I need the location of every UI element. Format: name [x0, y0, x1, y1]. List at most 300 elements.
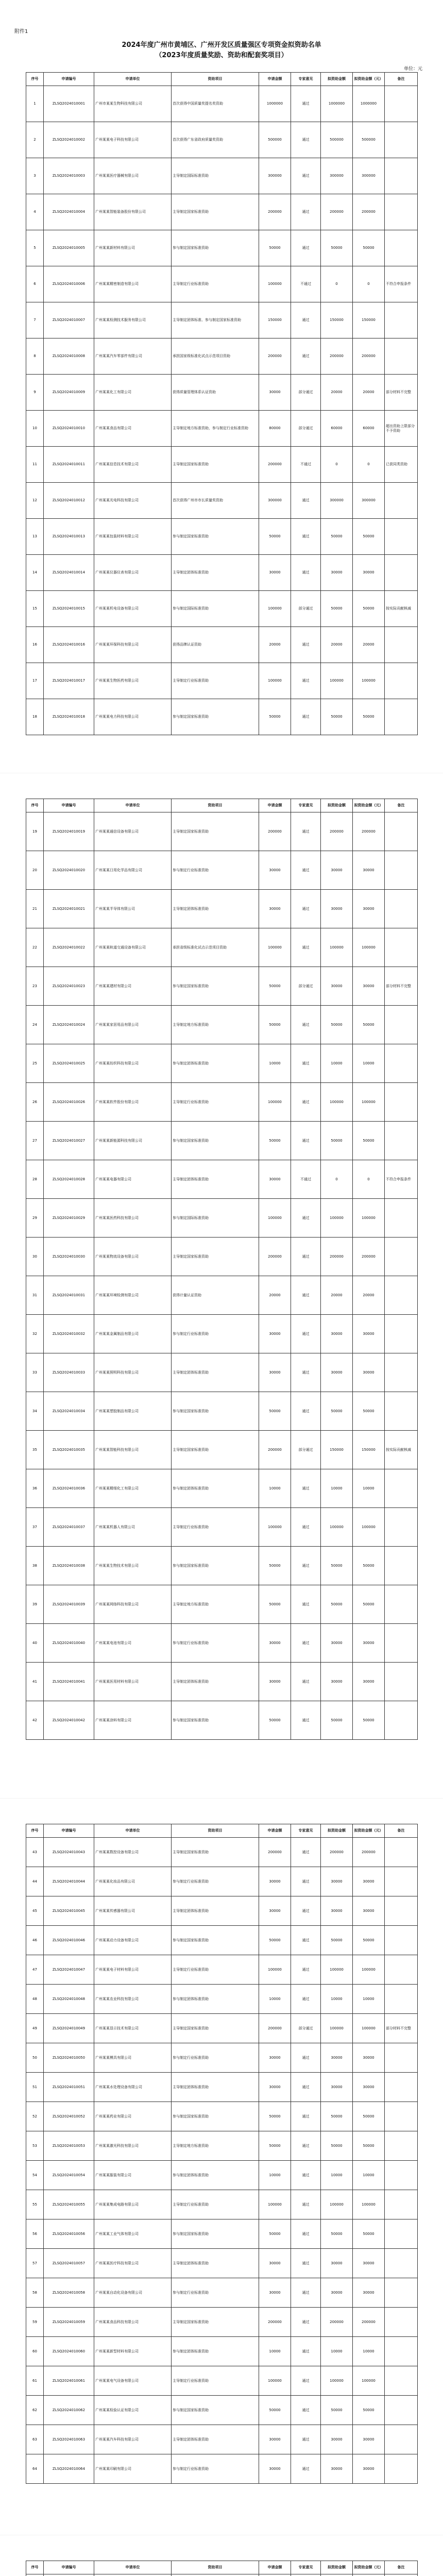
cell-remark	[385, 627, 418, 663]
cell-app-id: ZLSQ2024010036	[44, 1469, 94, 1508]
cell-opinion: 通过	[291, 627, 321, 663]
cell-amount: 50000	[259, 1122, 291, 1160]
cell-remark	[385, 1392, 418, 1431]
cell-opinion: 不通过	[291, 266, 321, 302]
cell-approved-yuan: 30000	[353, 2278, 385, 2308]
cell-remark	[385, 1122, 418, 1160]
cell-project: 主导制定行业标准资助	[172, 266, 259, 302]
cell-approved-yuan: 50000	[353, 2396, 385, 2425]
table-row	[26, 1985, 418, 2014]
cell-amount: 200000	[259, 447, 291, 483]
cell-approved: 10000	[321, 1044, 353, 1083]
cell-approved: 200000	[321, 812, 353, 851]
cell-app-id: ZLSQ2024010010	[44, 411, 94, 447]
col-header: 拟资助金额	[321, 1824, 353, 1838]
cell-index: 14	[26, 555, 44, 591]
cell-remark	[385, 230, 418, 266]
cell-project: 参与制定国家标准资助	[172, 699, 259, 735]
cell-project: 主导制定行业标准资助	[172, 2366, 259, 2396]
cell-company: 广州某某家居用品有限公司	[94, 1006, 172, 1044]
cell-approved-yuan: 30000	[353, 555, 385, 591]
cell-opinion: 通过	[291, 1926, 321, 1955]
cell-index: 15	[26, 591, 44, 627]
cell-app-id: ZLSQ2024010003	[44, 158, 94, 194]
table-row	[26, 1160, 418, 1199]
cell-company: 广州某某化工有限公司	[94, 375, 172, 411]
cell-project: 参与制定国家标准资助	[172, 2396, 259, 2425]
cell-remark	[385, 2278, 418, 2308]
table-row	[26, 1122, 418, 1160]
cell-opinion: 通过	[291, 2043, 321, 2073]
cell-amount: 30000	[259, 1624, 291, 1663]
cell-project: 主导制定行业标准资助	[172, 1955, 259, 1985]
cell-index: 42	[26, 1701, 44, 1740]
cell-opinion: 通过	[291, 851, 321, 890]
cell-approved: 500000	[321, 122, 353, 158]
cell-amount: 300000	[259, 158, 291, 194]
cell-amount: 50000	[259, 1547, 291, 1585]
cell-approved-yuan	[353, 2574, 385, 2576]
cell-remark: 部分材料不完整	[385, 375, 418, 411]
cell-project: 主导制定行业标准资助	[172, 2190, 259, 2219]
table-row	[26, 663, 418, 699]
cell-amount: 30000	[259, 2043, 291, 2073]
cell-approved-yuan: 10000	[353, 1469, 385, 1508]
table-row	[26, 1199, 418, 1238]
cell-company: 广州某某机器人有限公司	[94, 1508, 172, 1547]
cell-index: 13	[26, 519, 44, 555]
cell-amount: 10000	[259, 2161, 291, 2190]
table-row	[26, 2190, 418, 2219]
cell-amount: 50000	[259, 2396, 291, 2425]
cell-project: 参与制定国家标准资助	[172, 2219, 259, 2249]
cell-remark	[385, 1508, 418, 1547]
cell-project: 获得质量管理体系认证资助	[172, 375, 259, 411]
cell-amount: 100000	[259, 663, 291, 699]
cell-amount: 200000	[259, 338, 291, 375]
table-page-3	[26, 1824, 418, 2484]
cell-approved: 100000	[321, 928, 353, 967]
cell-project: 主导制定团体标准资助	[172, 1896, 259, 1926]
cell-index: 41	[26, 1663, 44, 1701]
table-row	[26, 2308, 418, 2337]
cell-remark	[385, 1701, 418, 1740]
annex-label: 附件1	[14, 29, 28, 35]
cell-company: 广州某某传感器有限公司	[94, 1896, 172, 1926]
cell-opinion: 通过	[291, 928, 321, 967]
cell-company: 广州某某半导体有限公司	[94, 890, 172, 928]
cell-approved: 50000	[321, 519, 353, 555]
cell-approved-yuan: 100000	[353, 928, 385, 967]
cell-approved: 100000	[321, 2366, 353, 2396]
table-row	[26, 928, 418, 967]
cell-index: 60	[26, 2337, 44, 2366]
cell-company: 广州某某物流设备有限公司	[94, 1238, 172, 1276]
table-row	[26, 1896, 418, 1926]
page-4	[0, 2540, 443, 2576]
cell-app-id: ZLSQ2024010053	[44, 2131, 94, 2161]
cell-remark: 已获同类资助	[385, 447, 418, 483]
cell-opinion: 通过	[291, 555, 321, 591]
cell-index: 39	[26, 1585, 44, 1624]
cell-project	[172, 2574, 259, 2576]
cell-remark	[385, 2308, 418, 2337]
cell-approved: 30000	[321, 967, 353, 1006]
cell-project: 参与制定行业标准资助	[172, 1624, 259, 1663]
cell-approved: 200000	[321, 1238, 353, 1276]
cell-remark	[385, 1238, 418, 1276]
cell-index: 25	[26, 1044, 44, 1083]
cell-remark	[385, 1926, 418, 1955]
cell-remark	[385, 2337, 418, 2366]
cell-index: 4	[26, 194, 44, 230]
col-header: 专家意见	[291, 799, 321, 812]
cell-approved-yuan: 1000000	[353, 86, 385, 122]
cell-company: 广州某某生物技术有限公司	[94, 1547, 172, 1585]
table-row	[26, 1547, 418, 1585]
cell-app-id: ZLSQ2024010063	[44, 2425, 94, 2454]
cell-app-id: ZLSQ2024010035	[44, 1431, 94, 1469]
cell-approved-yuan: 100000	[353, 663, 385, 699]
cell-index: 12	[26, 483, 44, 519]
cell-app-id: ZLSQ2024010047	[44, 1955, 94, 1985]
cell-project: 参与制定国家标准资助	[172, 967, 259, 1006]
cell-opinion: 通过	[291, 2366, 321, 2396]
cell-index: 10	[26, 411, 44, 447]
cell-app-id: ZLSQ2024010018	[44, 699, 94, 735]
cell-approved: 100000	[321, 1955, 353, 1985]
cell-project: 参与制定国家标准资助	[172, 1701, 259, 1740]
cell-approved-yuan: 300000	[353, 158, 385, 194]
cell-approved: 20000	[321, 1276, 353, 1315]
table-row	[26, 967, 418, 1006]
cell-app-id: ZLSQ2024010028	[44, 1160, 94, 1199]
cell-company: 广州某某印刷有限公司	[94, 2454, 172, 2484]
cell-remark	[385, 1663, 418, 1701]
cell-amount: 500000	[259, 122, 291, 158]
cell-app-id: ZLSQ2024010002	[44, 122, 94, 158]
cell-index: 26	[26, 1083, 44, 1122]
table-row	[26, 2337, 418, 2366]
table-row	[26, 812, 418, 851]
table-row	[26, 1926, 418, 1955]
cell-opinion: 通过	[291, 2454, 321, 2484]
cell-index: 53	[26, 2131, 44, 2161]
cell-amount: 30000	[259, 890, 291, 928]
cell-app-id: ZLSQ2024010064	[44, 2454, 94, 2484]
cell-approved-yuan: 20000	[353, 375, 385, 411]
cell-approved: 100000	[321, 1083, 353, 1122]
cell-index: 7	[26, 302, 44, 338]
cell-company: 广州某某新材料有限公司	[94, 230, 172, 266]
cell-approved: 30000	[321, 1624, 353, 1663]
cell-amount: 10000	[259, 1044, 291, 1083]
cell-app-id: ZLSQ2024010022	[44, 928, 94, 967]
cell-approved: 30000	[321, 851, 353, 890]
cell-app-id: ZLSQ2024010033	[44, 1353, 94, 1392]
cell-project: 参与制定国际标准资助	[172, 1199, 259, 1238]
cell-opinion: 部分通过	[291, 591, 321, 627]
cell-app-id: ZLSQ2024010054	[44, 2161, 94, 2190]
cell-app-id: ZLSQ2024010017	[44, 663, 94, 699]
cell-index: 33	[26, 1353, 44, 1392]
cell-opinion: 部分通过	[291, 375, 321, 411]
table-row	[26, 591, 418, 627]
cell-index: 24	[26, 1006, 44, 1044]
cell-app-id: ZLSQ2024010023	[44, 967, 94, 1006]
cell-opinion: 通过	[291, 483, 321, 519]
cell-remark	[385, 2073, 418, 2102]
cell-project: 主导制定国家标准资助	[172, 1838, 259, 1867]
cell-remark	[385, 851, 418, 890]
cell-opinion: 通过	[291, 1701, 321, 1740]
cell-company: 广州某某新型材料有限公司	[94, 2337, 172, 2366]
table-row	[26, 266, 418, 302]
cell-app-id: ZLSQ2024010020	[44, 851, 94, 890]
cell-approved: 50000	[321, 1392, 353, 1431]
cell-approved-yuan: 100000	[353, 1955, 385, 1985]
cell-project: 主导制定团体标准资助	[172, 1160, 259, 1199]
cell-approved: 30000	[321, 2425, 353, 2454]
cell-app-id: ZLSQ2024010001	[44, 86, 94, 122]
cell-index: 56	[26, 2219, 44, 2249]
cell-approved-yuan: 50000	[353, 699, 385, 735]
cell-opinion: 通过	[291, 1122, 321, 1160]
cell-remark	[385, 2454, 418, 2484]
cell-approved-yuan: 50000	[353, 1006, 385, 1044]
cell-project: 主导制定国家标准资助	[172, 447, 259, 483]
cell-opinion: 通过	[291, 338, 321, 375]
cell-opinion: 不通过	[291, 1160, 321, 1199]
table-row	[26, 1701, 418, 1740]
cell-remark	[385, 2102, 418, 2131]
cell-remark: 不符合申报条件	[385, 1160, 418, 1199]
table-row	[26, 555, 418, 591]
cell-amount: 50000	[259, 1926, 291, 1955]
cell-app-id: ZLSQ2024010051	[44, 2073, 94, 2102]
table-row	[26, 375, 418, 411]
cell-opinion: 通过	[291, 1624, 321, 1663]
cell-approved-yuan: 200000	[353, 338, 385, 375]
cell-remark	[385, 1955, 418, 1985]
table-row	[26, 890, 418, 928]
table-row	[26, 851, 418, 890]
cell-project: 主导制定国家标准资助	[172, 1238, 259, 1276]
cell-index: 62	[26, 2396, 44, 2425]
cell-opinion: 通过	[291, 1838, 321, 1867]
table-body	[26, 812, 418, 1740]
cell-index: 16	[26, 627, 44, 663]
cell-amount: 20000	[259, 1276, 291, 1315]
cell-remark	[385, 483, 418, 519]
cell-opinion: 通过	[291, 663, 321, 699]
cell-company: 广州某某医疗科技有限公司	[94, 2249, 172, 2278]
cell-opinion: 通过	[291, 1508, 321, 1547]
cell-company: 广州某某环境检测有限公司	[94, 1276, 172, 1315]
cell-remark	[385, 1044, 418, 1083]
cell-remark	[385, 519, 418, 555]
cell-company: 广州某某信息技术有限公司	[94, 447, 172, 483]
cell-project: 主导制定行业标准资助	[172, 663, 259, 699]
cell-amount: 10000	[259, 1985, 291, 2014]
cell-index: 22	[26, 928, 44, 967]
cell-opinion: 通过	[291, 1867, 321, 1896]
cell-amount: 30000	[259, 2073, 291, 2102]
cell-app-id: ZLSQ2024010049	[44, 2014, 94, 2043]
cell-approved-yuan: 10000	[353, 2161, 385, 2190]
cell-opinion: 通过	[291, 1199, 321, 1238]
cell-amount: 30000	[259, 2249, 291, 2278]
cell-company: 广州某某塑胶制品有限公司	[94, 1392, 172, 1431]
cell-opinion	[291, 2574, 321, 2576]
cell-amount: 100000	[259, 2190, 291, 2219]
table-row	[26, 519, 418, 555]
cell-approved-yuan: 30000	[353, 1353, 385, 1392]
cell-project: 参与制定国家标准资助	[172, 1392, 259, 1431]
cell-opinion: 通过	[291, 2219, 321, 2249]
cell-approved: 0	[321, 447, 353, 483]
cell-app-id: ZLSQ2024010043	[44, 1838, 94, 1867]
cell-project: 参与制定行业标准资助	[172, 1867, 259, 1896]
cell-approved-yuan: 150000	[353, 1431, 385, 1469]
cell-opinion: 通过	[291, 1585, 321, 1624]
cell-approved: 50000	[321, 1122, 353, 1160]
header-row	[26, 799, 418, 812]
cell-approved-yuan: 100000	[353, 1508, 385, 1547]
cell-company: 广州某某电力科技有限公司	[94, 699, 172, 735]
cell-remark	[385, 2161, 418, 2190]
cell-approved-yuan: 0	[353, 1160, 385, 1199]
cell-company: 广州某某食品科技有限公司	[94, 2308, 172, 2337]
cell-index: 3	[26, 158, 44, 194]
cell-project: 参与制定团体标准资助	[172, 1469, 259, 1508]
cell-company: 广州某某智能科技有限公司	[94, 1431, 172, 1469]
col-header: 申请金额	[259, 2561, 291, 2574]
cell-approved: 200000	[321, 1838, 353, 1867]
cell-project: 主导制定行业标准资助	[172, 1083, 259, 1122]
cell-project: 主导制定国家标准资助	[172, 2014, 259, 2043]
cell-index: 31	[26, 1276, 44, 1315]
cell-approved-yuan: 10000	[353, 1044, 385, 1083]
cell-remark	[385, 555, 418, 591]
cell-remark: 按实际贡献核减	[385, 1431, 418, 1469]
col-header: 申请单位	[94, 73, 172, 86]
cell-amount: 50000	[259, 230, 291, 266]
cell-index: 29	[26, 1199, 44, 1238]
cell-amount: 30000	[259, 2425, 291, 2454]
cell-approved-yuan: 50000	[353, 519, 385, 555]
cell-approved-yuan: 50000	[353, 1701, 385, 1740]
cell-approved: 60000	[321, 411, 353, 447]
cell-app-id: ZLSQ2024010014	[44, 555, 94, 591]
cell-company: 广州某某医疗器械有限公司	[94, 158, 172, 194]
cell-approved: 150000	[321, 1431, 353, 1469]
cell-amount: 30000	[259, 375, 291, 411]
cell-opinion: 通过	[291, 1315, 321, 1353]
table-row	[26, 2102, 418, 2131]
cell-approved-yuan: 50000	[353, 1122, 385, 1160]
cell-app-id: ZLSQ2024010038	[44, 1547, 94, 1585]
cell-index: 6	[26, 266, 44, 302]
cell-remark	[385, 302, 418, 338]
cell-project: 主导制定国家标准资助	[172, 812, 259, 851]
cell-approved-yuan: 200000	[353, 812, 385, 851]
cell-project: 主导制定团体标准资助	[172, 890, 259, 928]
col-header: 序号	[26, 1824, 44, 1838]
cell-approved: 20000	[321, 627, 353, 663]
cell-index: 49	[26, 2014, 44, 2043]
cell-approved: 100000	[321, 2190, 353, 2219]
cell-remark	[385, 1624, 418, 1663]
cell-app-id: ZLSQ2024010050	[44, 2043, 94, 2073]
cell-company: 广州某某汽车零部件有限公司	[94, 338, 172, 375]
cell-company: 广州某某动力设备有限公司	[94, 1926, 172, 1955]
cell-approved: 10000	[321, 2161, 353, 2190]
table-row	[26, 2396, 418, 2425]
cell-company: 广州某某智能装备股份有限公司	[94, 194, 172, 230]
cell-index: 1	[26, 86, 44, 122]
cell-approved: 10000	[321, 1469, 353, 1508]
cell-remark	[385, 1896, 418, 1926]
col-header: 拟资助金额	[321, 799, 353, 812]
table-row	[26, 1663, 418, 1701]
cell-project: 主导制定国家标准资助	[172, 1431, 259, 1469]
cell-company: 广州某某软件股份有限公司	[94, 1083, 172, 1122]
cell-company: 广州某某电池有限公司	[94, 1624, 172, 1663]
cell-project: 参与制定国家标准资助	[172, 230, 259, 266]
cell-opinion: 通过	[291, 2278, 321, 2308]
cell-amount: 200000	[259, 1238, 291, 1276]
cell-company: 广州某某日用化学品有限公司	[94, 851, 172, 890]
cell-approved-yuan: 50000	[353, 1926, 385, 1955]
col-header: 拟资助金额（元）	[353, 799, 385, 812]
cell-approved: 0	[321, 1160, 353, 1199]
cell-app-id: ZLSQ2024010015	[44, 591, 94, 627]
col-header: 序号	[26, 73, 44, 86]
cell-index: 37	[26, 1508, 44, 1547]
cell-remark: 不符合申报条件	[385, 266, 418, 302]
table-row	[26, 2425, 418, 2454]
cell-opinion: 通过	[291, 1353, 321, 1392]
cell-remark	[385, 1199, 418, 1238]
col-header: 申请编号	[44, 799, 94, 812]
cell-company: 广州某某新能源科技有限公司	[94, 1122, 172, 1160]
cell-opinion: 通过	[291, 158, 321, 194]
cell-app-id: ZLSQ2024010037	[44, 1508, 94, 1547]
cell-amount: 200000	[259, 1838, 291, 1867]
cell-approved: 300000	[321, 158, 353, 194]
cell-amount: 100000	[259, 1199, 291, 1238]
cell-amount: 30000	[259, 1663, 291, 1701]
col-header: 拟资助金额	[321, 73, 353, 86]
table-row	[26, 1431, 418, 1469]
cell-amount: 50000	[259, 1701, 291, 1740]
cell-amount: 50000	[259, 699, 291, 735]
cell-remark	[385, 1469, 418, 1508]
cell-company: 广州某某检验认证有限公司	[94, 2396, 172, 2425]
header-row	[26, 2561, 418, 2574]
cell-project: 主导制定国家标准资助	[172, 194, 259, 230]
cell-amount: 10000	[259, 2337, 291, 2366]
cell-app-id: ZLSQ2024010007	[44, 302, 94, 338]
cell-project: 首次获得中国质量奖提名奖资助	[172, 86, 259, 122]
table-row	[26, 2454, 418, 2484]
cell-remark	[385, 1985, 418, 2014]
cell-app-id: ZLSQ2024010045	[44, 1896, 94, 1926]
cell-company: 广州某某电子材料有限公司	[94, 1955, 172, 1985]
cell-opinion: 通过	[291, 86, 321, 122]
cell-app-id: ZLSQ2024010039	[44, 1585, 94, 1624]
